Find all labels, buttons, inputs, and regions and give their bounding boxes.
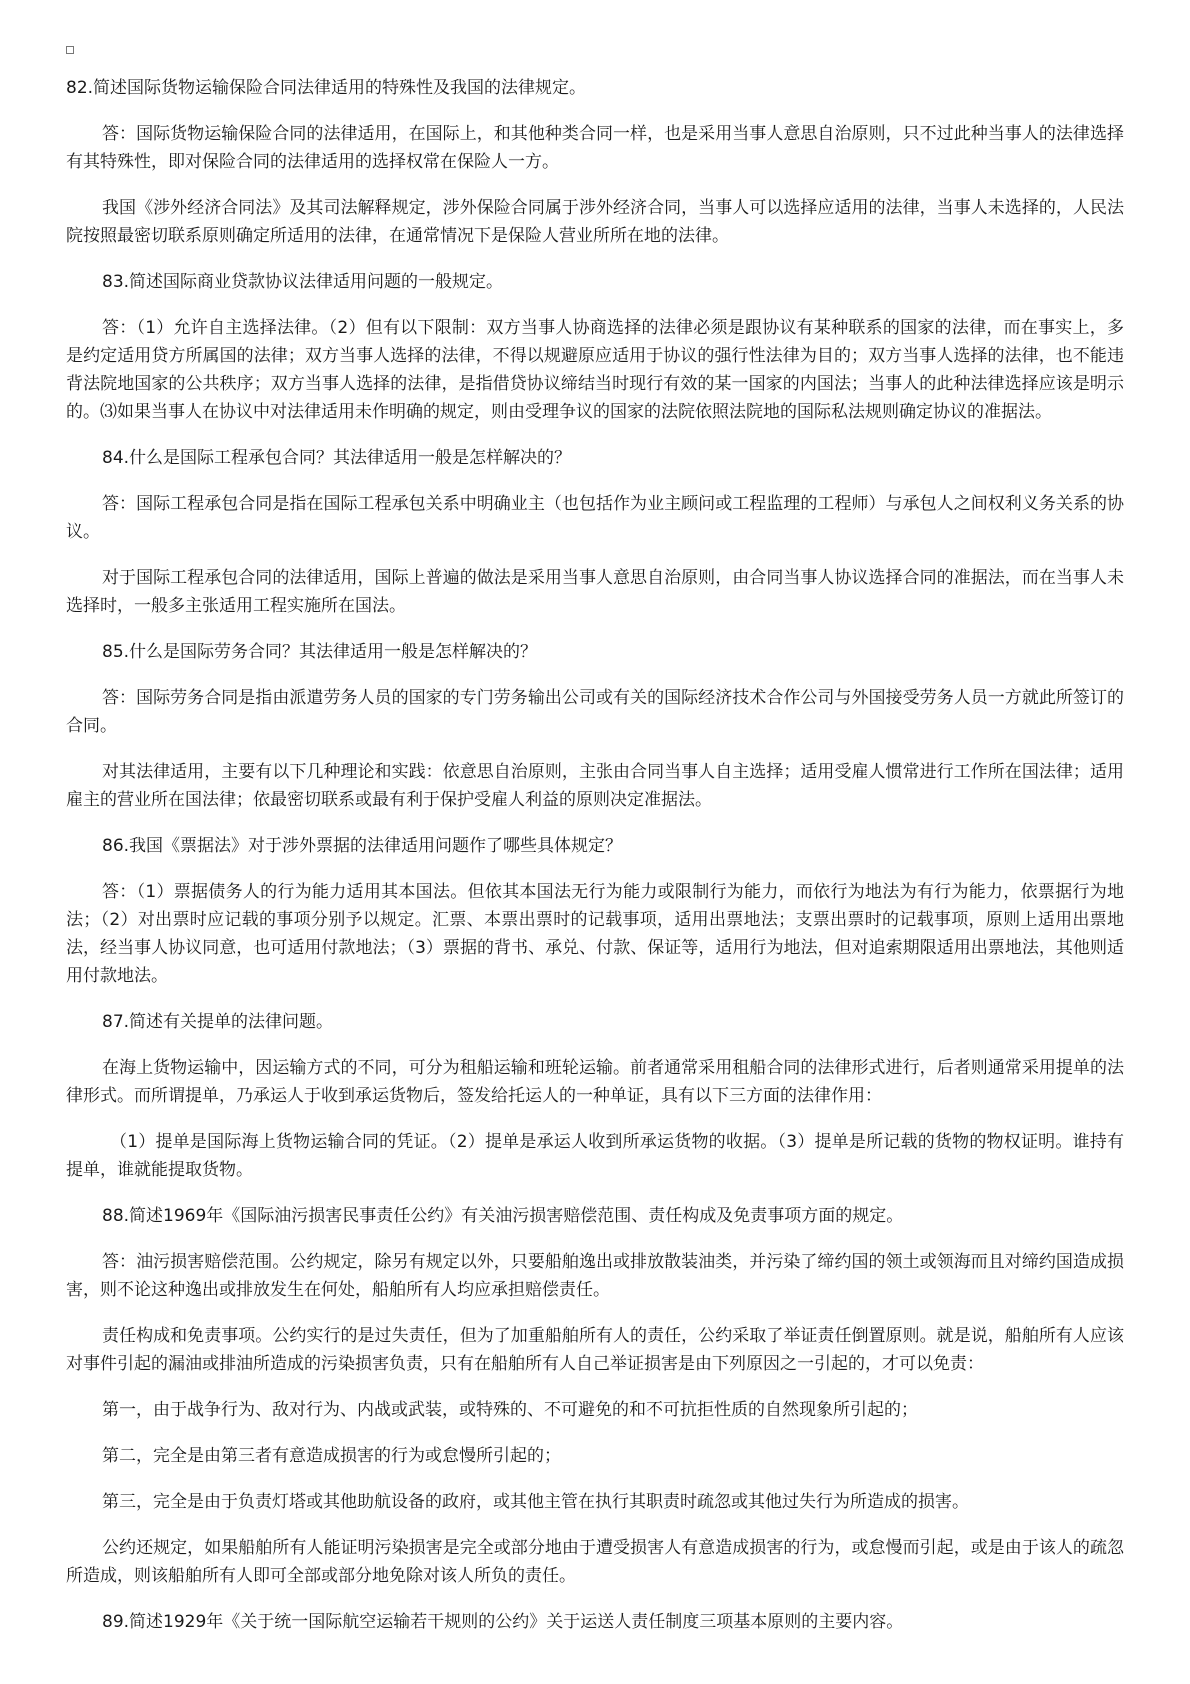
answer-82-para-2: 我国《涉外经济合同法》及其司法解释规定，涉外保险合同属于涉外经济合同，当事人可以选择应适用的法律，当事人未选择的，人民法院按照最密切联系原则确定所适用的法律，在通常情况下是保险人营业所所在地的法律。 (66, 198, 1124, 246)
document-page (66, 46, 1124, 1654)
answer-84-para-1: 答：国际工程承包合同是指在国际工程承包关系中明确业主（也包括作为业主顾问或工程监理的工程师）与承包人之间权利义务关系的协议。 (66, 494, 1124, 542)
answer-88-item-1: 第一，由于战争行为、敌对行为、内战或武装，或特殊的、不可避免的和不可抗拒性质的自然现象所引起的； (102, 1400, 918, 1420)
question-82: 82.简述国际货物运输保险合同法律适用的特殊性及我国的法律规定。 (66, 78, 587, 98)
answer-88-item-2: 第二，完全是由第三者有意造成损害的行为或怠慢所引起的； (102, 1446, 561, 1466)
question-89: 89.简述1929年《关于统一国际航空运输若干规则的公约》关于运送人责任制度三项基本原则的主要内容。 (102, 1612, 904, 1632)
question-86: 86.我国《票据法》对于涉外票据的法律适用问题作了哪些具体规定？ (102, 836, 623, 856)
answer-88-para-2: 责任构成和免责事项。公约实行的是过失责任，但为了加重船舶所有人的责任，公约采取了举证责任倒置原则。就是说，船舶所有人应该对事件引起的漏油或排油所造成的污染损害负责，只有在船舶所有人自己举证损害是由下列原因之一引起的，才可以免责： (66, 1326, 1124, 1374)
answer-88-para-1: 答：油污损害赔偿范围。公约规定，除另有规定以外，只要船舶逸出或排放散装油类，并污染了缔约国的领土或领海而且对缔约国造成损害，则不论这种逸出或排放发生在何处，船舶所有人均应承担赔偿责任。 (66, 1252, 1124, 1300)
answer-86: 答：（1）票据债务人的行为能力适用其本国法。但依其本国法无行为能力或限制行为能力，而依行为地法为有行为能力，依票据行为地法；（2）对出票时应记载的事项分别予以规定。汇票、本票出票时的记载事项，适用出票地法；支票出票时的记载事项，原则上适用出票地法，经当事人协议同意，也可适用付款地法；（3）票据的背书、承兑、付款、保证等，适用行为地法，但对追索期限适用出票地法，其他则适用付款地法。 (66, 882, 1124, 986)
answer-85-para-1: 答：国际劳务合同是指由派遣劳务人员的国家的专门劳务输出公司或有关的国际经济技术合作公司与外国接受劳务人员一方就此所签订的合同。 (66, 688, 1124, 736)
question-84: 84.什么是国际工程承包合同？其法律适用一般是怎样解决的？ (102, 448, 572, 468)
answer-88-item-3: 第三，完全是由于负责灯塔或其他助航设备的政府，或其他主管在执行其职责时疏忽或其他过失行为所造成的损害。 (102, 1492, 969, 1512)
answer-85-para-2: 对其法律适用，主要有以下几种理论和实践：依意思自治原则，主张由合同当事人自主选择；适用受雇人惯常进行工作所在国法律；适用雇主的营业所在国法律；依最密切联系或最有利于保护受雇人利益的原则决定准据法。 (66, 762, 1124, 810)
question-88: 88.简述1969年《国际油污损害民事责任公约》有关油污损害赔偿范围、责任构成及免责事项方面的规定。 (102, 1206, 904, 1226)
question-87: 87.简述有关提单的法律问题。 (102, 1012, 334, 1032)
question-83: 83.简述国际商业贷款协议法律适用问题的一般规定。 (102, 272, 504, 292)
page-marker-icon (66, 46, 74, 54)
answer-84-para-2: 对于国际工程承包合同的法律适用，国际上普遍的做法是采用当事人意思自治原则，由合同当事人协议选择合同的准据法，而在当事人未选择时，一般多主张适用工程实施所在国法。 (66, 568, 1124, 616)
answer-88-para-3: 公约还规定，如果船舶所有人能证明污染损害是完全或部分地由于遭受损害人有意造成损害的行为，或怠慢而引起，或是由于该人的疏忽所造成，则该船舶所有人即可全部或部分地免除对该人所负的责任。 (66, 1538, 1124, 1586)
answer-82-para-1: 答：国际货物运输保险合同的法律适用，在国际上，和其他种类合同一样，也是采用当事人意思自治原则，只不过此种当事人的法律选择有其特殊性，即对保险合同的法律适用的选择权常在保险人一方。 (66, 124, 1124, 172)
answer-83: 答：（1）允许自主选择法律。（2）但有以下限制：双方当事人协商选择的法律必须是跟协议有某种联系的国家的法律，而在事实上，多是约定适用贷方所属国的法律；双方当事人选择的法律，不得以规避原应适用于协议的强行性法律为目的；双方当事人选择的法律，也不能违背法院地国家的公共秩序；双方当事人选择的法律，是指借贷协议缔结当时现行有效的某一国家的内国法；当事人的此种法律选择应该是明示的。⑶如果当事人在协议中对法律适用未作明确的规定，则由受理争议的国家的法院依照法院地的国际私法规则确定协议的准据法。 (66, 318, 1124, 422)
answer-87-para-2: （1）提单是国际海上货物运输合同的凭证。（2）提单是承运人收到所承运货物的收据。（3）提单是所记载的货物的物权证明。谁持有提单，谁就能提取货物。 (66, 1132, 1124, 1180)
answer-87-para-1: 在海上货物运输中，因运输方式的不同，可分为租船运输和班轮运输。前者通常采用租船合同的法律形式进行，后者则通常采用提单的法律形式。而所谓提单，乃承运人于收到承运货物后，签发给托运人的一种单证，具有以下三方面的法律作用： (66, 1058, 1124, 1106)
question-85: 85.什么是国际劳务合同？其法律适用一般是怎样解决的？ (102, 642, 538, 662)
